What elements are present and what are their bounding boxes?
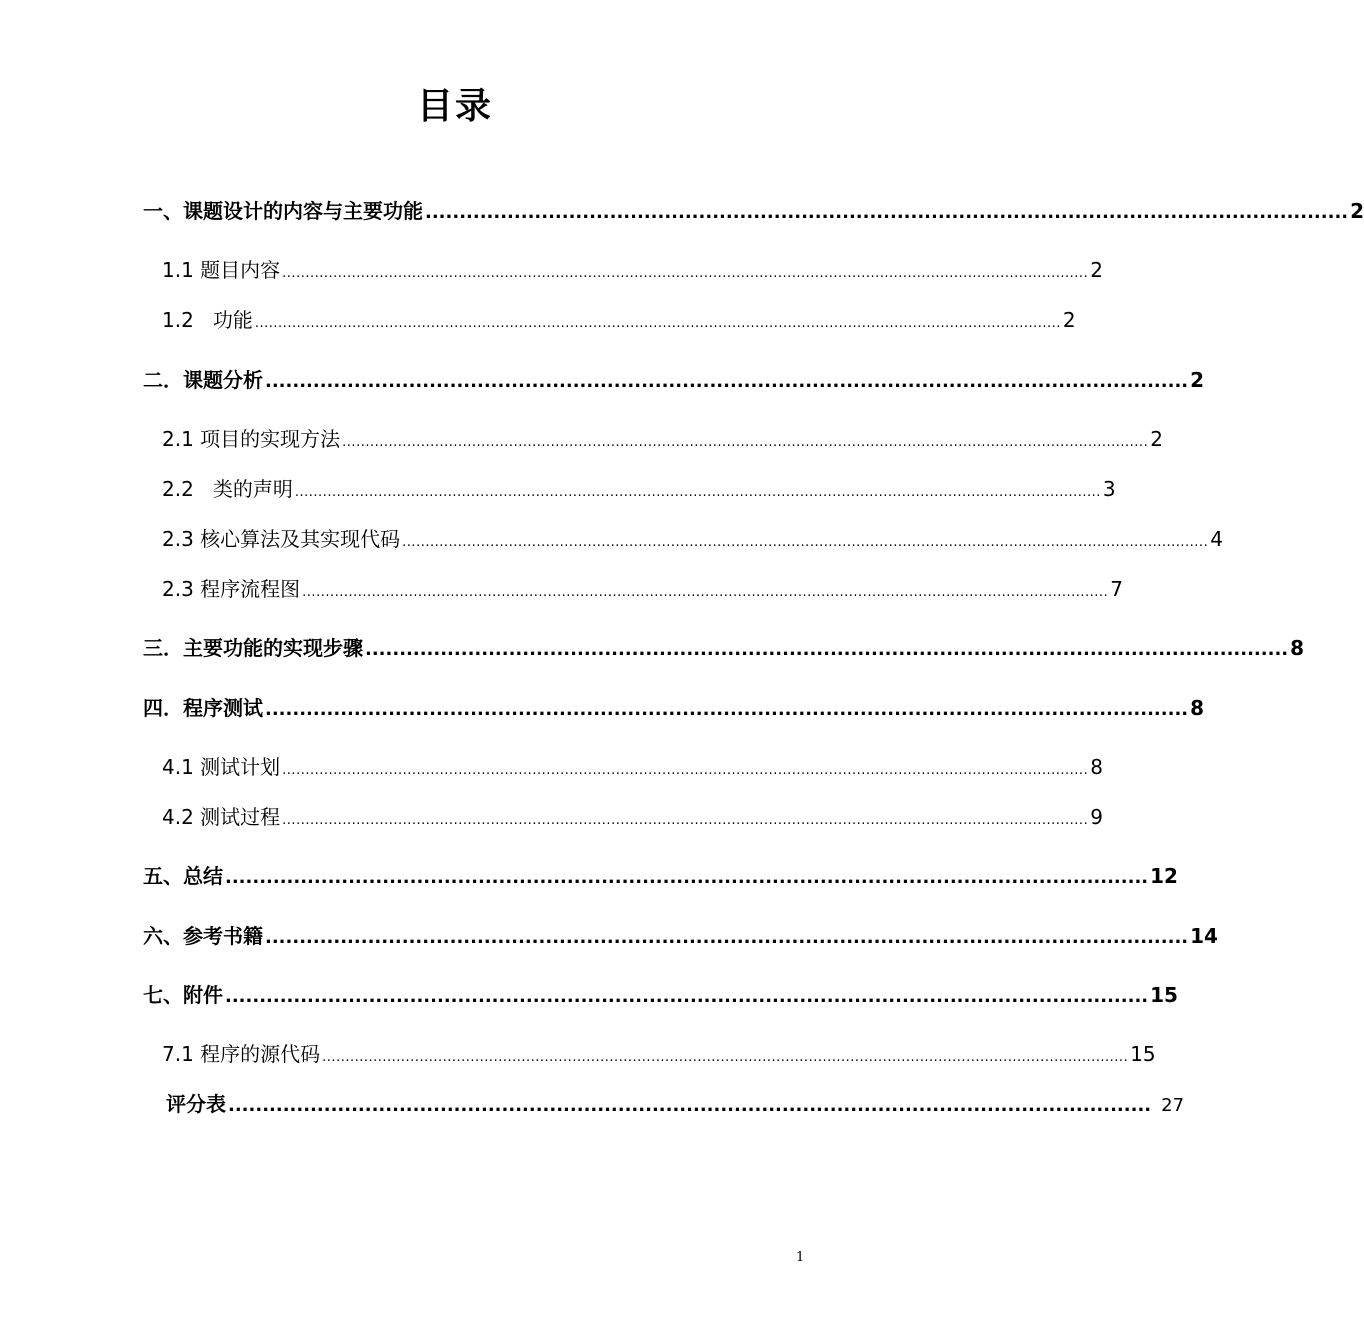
toc-entry-page: 7	[1110, 577, 1123, 601]
toc-entry-page: 9	[1090, 805, 1103, 829]
toc-entry-page: 2	[1090, 258, 1103, 282]
toc-entry-page: 4	[1210, 527, 1223, 551]
toc-leader-dots: ..............................................................................................................................................................................	[282, 763, 1089, 778]
toc-entry-page: 2	[1190, 368, 1205, 392]
toc-leader-dots: .......................................................................................................................................	[425, 202, 1349, 223]
toc-entry-chapter-1[interactable]	[143, 196, 1364, 226]
toc-leader-dots: ..............................................................................................................................................................................	[294, 485, 1101, 500]
toc-entry-label: 1.2 功能	[162, 308, 253, 332]
toc-entry-page: 2	[1150, 427, 1163, 451]
toc-entry-label: 一、课题设计的内容与主要功能	[143, 199, 423, 223]
toc-entry-label: 五、总结	[143, 864, 223, 888]
toc-entry-section-4-2[interactable]	[162, 802, 1103, 832]
toc-leader-dots: ..............................................................................................................................................................................	[402, 535, 1209, 550]
toc-entry-section-2-1[interactable]	[162, 424, 1163, 454]
toc-entry-chapter-6[interactable]	[143, 921, 1218, 951]
toc-entry-page: 14	[1190, 924, 1218, 948]
toc-leader-dots: .......................................................................................................................................	[228, 1095, 1152, 1116]
toc-leader-dots: .......................................................................................................................................	[225, 867, 1149, 888]
toc-leader-dots: .......................................................................................................................................	[265, 371, 1189, 392]
toc-entry-section-4-1[interactable]	[162, 752, 1103, 782]
toc-entry-label: 二．课题分析	[143, 368, 263, 392]
toc-entry-section-1-1[interactable]	[162, 255, 1103, 285]
toc-entry-label: 4.1 测试计划	[162, 755, 281, 779]
toc-entry-label: 评分表	[166, 1092, 226, 1116]
toc-entry-label: 7.1 程序的源代码	[162, 1042, 321, 1066]
toc-entry-label: 三．主要功能的实现步骤	[143, 636, 363, 660]
toc-entry-chapter-5[interactable]	[143, 861, 1178, 891]
toc-leader-dots: ..............................................................................................................................................................................	[254, 316, 1061, 331]
toc-entry-page: 15	[1150, 983, 1178, 1007]
toc-entry-section-1-2[interactable]	[162, 305, 1076, 335]
toc-entry-page: 15	[1130, 1042, 1156, 1066]
toc-leader-dots: ..............................................................................................................................................................................	[342, 435, 1149, 450]
page-number: 1	[796, 1250, 805, 1265]
toc-entry-chapter-2[interactable]	[143, 365, 1205, 395]
toc-entry-grading-sheet[interactable]	[166, 1089, 1185, 1119]
toc-entry-label: 2.3 核心算法及其实现代码	[162, 527, 401, 551]
toc-entry-chapter-7[interactable]	[143, 980, 1178, 1010]
toc-leader-dots: ..............................................................................................................................................................................	[282, 266, 1089, 281]
toc-entry-section-2-2[interactable]	[162, 474, 1116, 504]
toc-entry-chapter-3[interactable]	[143, 633, 1305, 663]
toc-entry-section-2-3[interactable]	[162, 524, 1223, 554]
toc-entry-label: 四．程序测试	[143, 696, 263, 720]
toc-entry-page: 3	[1102, 477, 1116, 501]
toc-entry-label: 七、附件	[143, 983, 223, 1007]
toc-entry-page: 8	[1090, 755, 1103, 779]
toc-entry-label: 2.1 项目的实现方法	[162, 427, 341, 451]
toc-leader-dots: .......................................................................................................................................	[225, 986, 1149, 1007]
toc-entry-label: 六、参考书籍	[143, 924, 263, 948]
toc-leader-dots: ..............................................................................................................................................................................	[282, 813, 1089, 828]
toc-entry-label: 2.3 程序流程图	[162, 577, 301, 601]
toc-leader-dots: ..............................................................................................................................................................................	[302, 585, 1109, 600]
toc-entry-page: 27	[1161, 1095, 1185, 1116]
page-title: 目录	[416, 86, 493, 127]
toc-entry-label: 4.2 测试过程	[162, 805, 281, 829]
toc-entry-page: 2	[1062, 308, 1076, 332]
toc-leader-dots: ..............................................................................................................................................................................	[322, 1050, 1129, 1065]
toc-entry-section-2-3-flowchart[interactable]	[162, 574, 1123, 604]
toc-entry-chapter-4[interactable]	[143, 693, 1205, 723]
toc-leader-dots: .......................................................................................................................................	[265, 699, 1189, 720]
toc-entry-label: 1.1 题目内容	[162, 258, 281, 282]
toc-leader-dots: .......................................................................................................................................	[265, 927, 1189, 948]
toc-entry-page: 2	[1350, 199, 1364, 223]
toc-entry-page: 8	[1190, 696, 1205, 720]
toc-entry-label: 2.2 类的声明	[162, 477, 293, 501]
toc-entry-section-7-1[interactable]	[162, 1039, 1156, 1069]
toc-leader-dots: .......................................................................................................................................	[365, 639, 1289, 660]
toc-entry-page: 8	[1290, 636, 1305, 660]
toc-entry-page: 12	[1150, 864, 1178, 888]
